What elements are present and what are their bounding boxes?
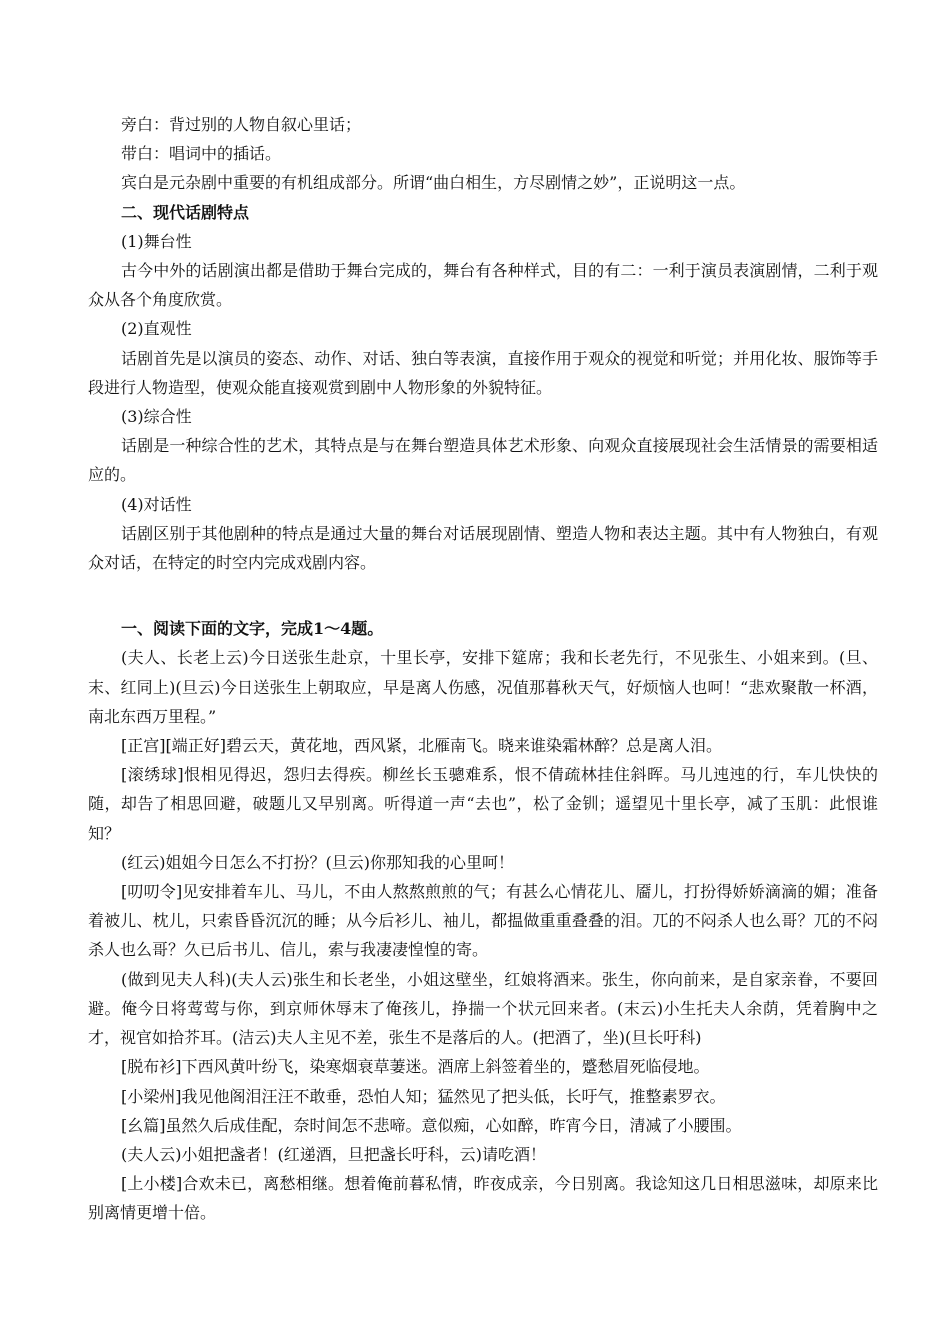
- excerpt-paragraph: (红云)姐姐今日怎么不打扮？(旦云)你那知我的心里呵！: [121, 852, 514, 872]
- intro-paragraph: 带白：唱词中的插话。: [121, 144, 282, 164]
- excerpt-paragraph: [上小楼]合欢未已，离愁相继。想着俺前暮私情，昨夜成亲，今日别离。我谂知这几日相思滋味，却原来比别离情更增十倍。: [88, 1174, 878, 1223]
- excerpt-paragraph: [小梁州]我见他阁泪汪汪不敢垂，恐怕人知；猛然见了把头低，长吁气，推整素罗衣。: [121, 1086, 726, 1106]
- excerpt-paragraph: (夫人、长老上云)今日送张生赴京，十里长亭，安排下筵席；我和长老先行，不见张生、小姐来到。(旦、末、红同上)(旦云)今日送张生上朝取应，早是离人伤感，况值那暮秋天气，好烦恼人也呵！“悲欢聚散一杯酒，南北东西万里程。”: [88, 648, 878, 726]
- intro-paragraph: 宾白是元杂剧中重要的有机组成部分。所谓“曲白相生，方尽剧情之妙”，正说明这一点。: [121, 173, 746, 193]
- excerpt-paragraph: [脱布衫]下西风黄叶纷飞，染寒烟衰草萋迷。酒席上斜签着坐的，蹙愁眉死临侵地。: [121, 1057, 710, 1077]
- item-title: (4)对话性: [121, 494, 192, 514]
- item-body: 话剧是一种综合性的艺术，其特点是与在舞台塑造具体艺术形象、向观众直接展现社会生活情景的需要相适应的。: [88, 436, 878, 485]
- intro-paragraph: 旁白：背过别的人物自叙心里话；: [121, 115, 362, 134]
- section-heading: 二、现代话剧特点: [121, 202, 250, 222]
- item-title: (1)舞台性: [121, 231, 192, 251]
- excerpt-paragraph: (做到见夫人科)(夫人云)张生和长老坐，小姐这壁坐，红娘将酒来。张生，你向前来，是自家亲眷，不要回避。俺今日将莺莺与你，到京师休辱末了俺孩儿，挣揣一个状元回来者。(末云)小生托夫人余荫，凭着胸中之才，视官如拾芥耳。(洁云)夫人主见不差，张生不是落后的人。(把酒了，坐)(旦长吁科): [88, 969, 878, 1048]
- excerpt-paragraph: [叨叨令]见安排着车儿、马儿，不由人熬熬煎煎的气；有甚么心情花儿、靥儿，打扮得娇娇滴滴的媚；准备着被儿、枕儿，只索昏昏沉沉的睡；从今后衫儿、袖儿，都揾做重重叠叠的泪。兀的不闷杀人也么哥？兀的不闷杀人也么哥？久已后书儿、信儿，索与我凄凄惶惶的寄。: [88, 882, 878, 960]
- excerpt-paragraph: [幺篇]虽然久后成佳配，奈时间怎不悲啼。意似痴，心如醉，昨宵今日，清减了小腰围。: [121, 1115, 742, 1135]
- excerpt-paragraph: (夫人云)小姐把盏者！(红递酒，旦把盏长吁科，云)请吃酒！: [121, 1144, 546, 1164]
- excerpt-paragraph: [正宫][端正好]碧云天，黄花地，西风紧，北雁南飞。晓来谁染霜林醉？总是离人泪。: [121, 736, 722, 756]
- item-title: (3)综合性: [121, 407, 192, 427]
- item-body: 古今中外的话剧演出都是借助于舞台完成的，舞台有各种样式，目的有二：一利于演员表演剧情，二利于观众从各个角度欣赏。: [88, 261, 878, 310]
- section-spacer: [88, 577, 878, 614]
- exercise-heading: 一、阅读下面的文字，完成1～4题。: [121, 619, 384, 639]
- item-body: 话剧区别于其他剧种的特点是通过大量的舞台对话展现剧情、塑造人物和表达主题。其中有人物独白，有观众对话，在特定的时空内完成戏剧内容。: [88, 523, 878, 573]
- document-content: [88, 110, 878, 1228]
- excerpt-paragraph: [滚绣球]恨相见得迟，怨归去得疾。柳丝长玉骢难系，恨不倩疏林挂住斜晖。马儿迍迍的行，车儿快快的随，却告了相思回避，破题儿又早别离。听得道一声“去也”，松了金钏；遥望见十里长亭，减了玉肌：此恨谁知？: [88, 765, 878, 843]
- item-body: 话剧首先是以演员的姿态、动作、对话、独白等表演，直接作用于观众的视觉和听觉；并用化妆、服饰等手段进行人物造型，使观众能直接观赏到剧中人物形象的外貌特征。: [88, 348, 878, 397]
- item-title: (2)直观性: [121, 319, 192, 339]
